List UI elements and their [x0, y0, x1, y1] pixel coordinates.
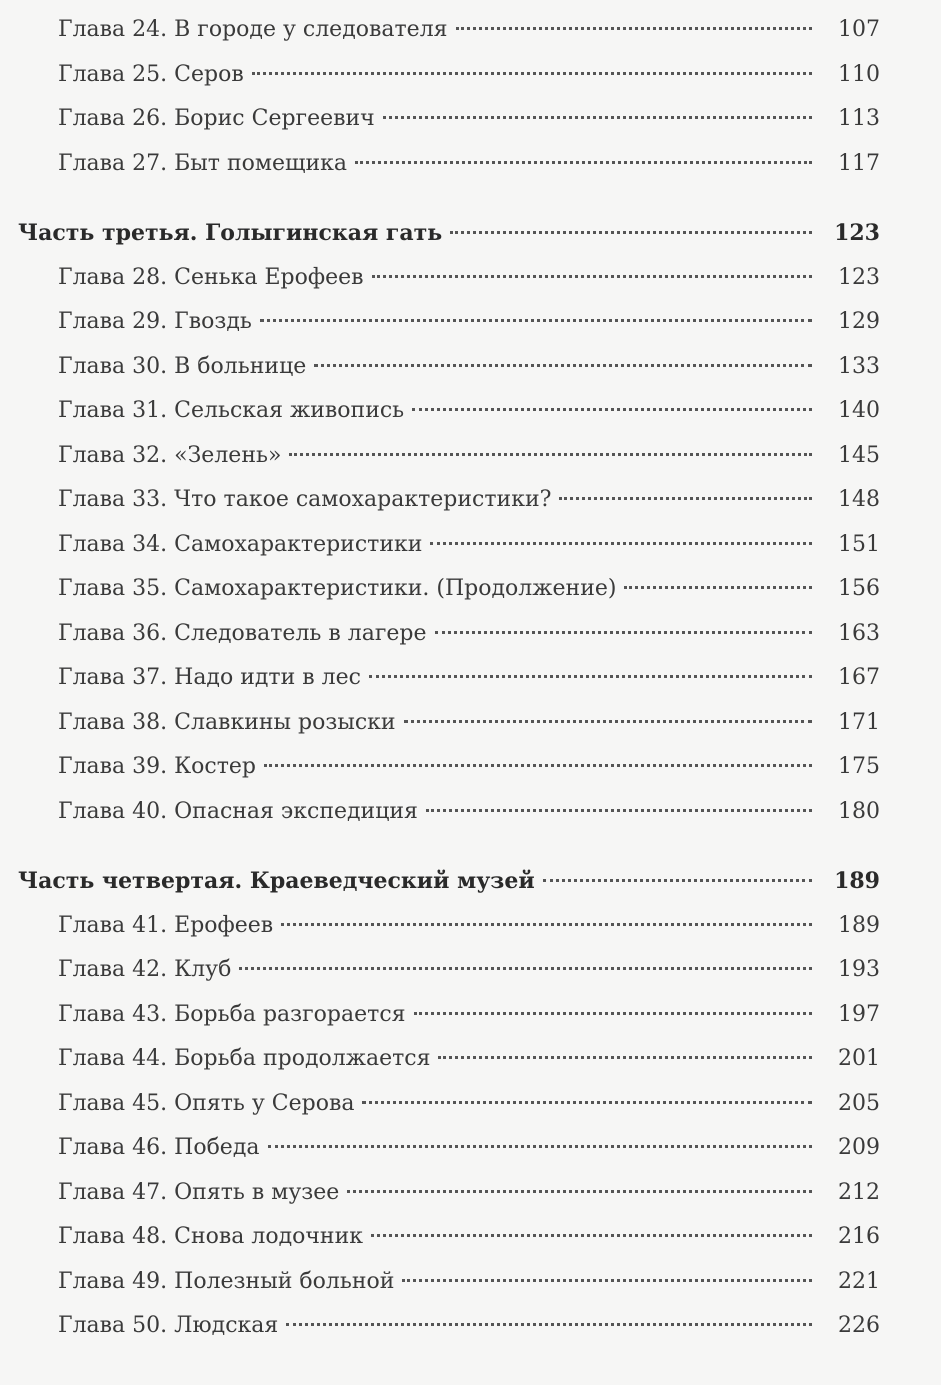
- chapter-entry-title: Глава 26. Борис Сергеевич: [58, 106, 375, 131]
- chapter-entry: [18, 1082, 880, 1127]
- chapter-entry-title: Глава 44. Борьба продолжается: [58, 1046, 431, 1071]
- part-heading-title: Часть третья. Голыгинская гать: [18, 220, 443, 246]
- chapter-entry-title: Глава 29. Гвоздь: [58, 309, 252, 334]
- dot-leader: [450, 231, 812, 234]
- chapter-entry: [18, 142, 880, 187]
- chapter-entry: [18, 1037, 880, 1082]
- chapter-entry-title: Глава 32. «Зелень»: [58, 442, 282, 468]
- chapter-entry-page-number: 201: [838, 1046, 880, 1071]
- dot-leader: [369, 675, 812, 678]
- dot-leader: [372, 275, 812, 278]
- part-heading-title: Часть четвертая. Краеведческий музей: [18, 868, 535, 894]
- chapter-entry-title: Глава 27. Быт помещика: [58, 150, 347, 176]
- dot-leader: [559, 497, 812, 500]
- dot-leader: [286, 1323, 812, 1326]
- chapter-entry-page-number: 193: [838, 957, 880, 982]
- dot-leader: [347, 1190, 812, 1193]
- dot-leader: [268, 1145, 813, 1148]
- chapter-entry: [18, 790, 880, 835]
- dot-leader: [414, 1012, 812, 1015]
- dot-leader: [456, 27, 812, 30]
- chapter-entry: [18, 478, 880, 523]
- chapter-entry-title: Глава 46. Победа: [58, 1135, 260, 1160]
- chapter-entry-title: Глава 34. Самохарактеристики: [58, 531, 423, 557]
- dot-leader: [289, 453, 812, 456]
- chapter-entry-title: Глава 35. Самохарактеристики. (Продолжение): [58, 576, 617, 601]
- chapter-entry: [18, 612, 880, 657]
- chapter-entry-page-number: 205: [838, 1090, 880, 1116]
- part-heading: [18, 859, 880, 904]
- part-heading-page-number: 189: [834, 868, 880, 894]
- chapter-entry-title: Глава 41. Ерофеев: [58, 912, 274, 938]
- chapter-entry-title: Глава 50. Людская: [58, 1313, 279, 1338]
- chapter-entry-title: Глава 49. Полезный больной: [58, 1268, 395, 1294]
- chapter-entry-title: Глава 47. Опять в музее: [58, 1179, 340, 1205]
- chapter-entry: [18, 993, 880, 1038]
- dot-leader: [252, 72, 812, 75]
- chapter-entry: [18, 53, 880, 98]
- dot-leader: [430, 542, 812, 545]
- chapter-entry-page-number: 151: [838, 531, 880, 557]
- chapter-entry: [18, 256, 880, 301]
- chapter-entry: [18, 567, 880, 612]
- chapter-entry-title: Глава 37. Надо идти в лес: [58, 665, 361, 690]
- chapter-entry-title: Глава 42. Клуб: [58, 957, 232, 982]
- chapter-entry-page-number: 140: [838, 398, 880, 423]
- chapter-entry-title: Глава 36. Следователь в лагере: [58, 620, 427, 646]
- table-of-contents: [18, 8, 880, 1349]
- chapter-entry-page-number: 226: [838, 1313, 880, 1338]
- dot-leader: [426, 809, 812, 812]
- chapter-entry-page-number: 167: [838, 665, 880, 690]
- chapter-entry-title: Глава 24. В городе у следователя: [58, 17, 448, 42]
- chapter-entry-page-number: 113: [838, 106, 880, 131]
- chapter-entry: [18, 300, 880, 345]
- chapter-entry: [18, 1126, 880, 1171]
- chapter-entry-title: Глава 48. Снова лодочник: [58, 1224, 364, 1249]
- chapter-entry: [18, 345, 880, 390]
- chapter-entry-page-number: 148: [838, 487, 880, 512]
- dot-leader: [260, 319, 812, 322]
- chapter-entry-title: Глава 30. В больнице: [58, 353, 307, 379]
- chapter-entry-page-number: 180: [838, 798, 880, 824]
- chapter-entry: [18, 701, 880, 746]
- dot-leader: [383, 116, 812, 119]
- chapter-entry-title: Глава 25. Серов: [58, 61, 244, 87]
- chapter-entry: [18, 389, 880, 434]
- chapter-entry-page-number: 209: [838, 1135, 880, 1160]
- dot-leader: [362, 1101, 812, 1104]
- dot-leader: [239, 967, 812, 970]
- chapter-entry-page-number: 110: [838, 61, 880, 87]
- chapter-entry-page-number: 197: [838, 1001, 880, 1027]
- chapter-entry: [18, 8, 880, 53]
- chapter-entry-page-number: 117: [838, 150, 880, 176]
- chapter-entry-page-number: 163: [838, 620, 880, 646]
- dot-leader: [281, 923, 812, 926]
- chapter-entry-title: Глава 40. Опасная экспедиция: [58, 798, 418, 824]
- chapter-entry: [18, 656, 880, 701]
- part-heading: [18, 211, 880, 256]
- dot-leader: [264, 764, 812, 767]
- chapter-entry: [18, 948, 880, 993]
- section-gap: [18, 186, 880, 211]
- chapter-entry-title: Глава 33. Что такое самохарактеристики?: [58, 487, 552, 512]
- chapter-entry-page-number: 123: [838, 264, 880, 290]
- chapter-entry-page-number: 189: [838, 912, 880, 938]
- chapter-entry-page-number: 133: [838, 353, 880, 379]
- chapter-entry: [18, 97, 880, 142]
- dot-leader: [412, 408, 812, 411]
- chapter-entry-page-number: 216: [838, 1224, 880, 1249]
- chapter-entry-title: Глава 38. Славкины розыски: [58, 709, 396, 735]
- chapter-entry: [18, 1304, 880, 1349]
- chapter-entry: [18, 1215, 880, 1260]
- chapter-entry-title: Глава 31. Сельская живопись: [58, 398, 405, 423]
- chapter-entry: [18, 1260, 880, 1305]
- part-heading-page-number: 123: [834, 220, 880, 246]
- chapter-entry-page-number: 175: [838, 754, 880, 779]
- chapter-entry: [18, 904, 880, 949]
- chapter-entry: [18, 434, 880, 479]
- dot-leader: [402, 1279, 812, 1282]
- chapter-entry-page-number: 145: [838, 442, 880, 468]
- dot-leader: [624, 586, 812, 589]
- chapter-entry-title: Глава 39. Костер: [58, 754, 256, 779]
- chapter-entry-title: Глава 28. Сенька Ерофеев: [58, 264, 364, 290]
- dot-leader: [543, 879, 812, 882]
- dot-leader: [314, 364, 812, 367]
- dot-leader: [435, 631, 812, 634]
- dot-leader: [371, 1234, 812, 1237]
- section-gap: [18, 834, 880, 859]
- chapter-entry: [18, 523, 880, 568]
- chapter-entry-page-number: 221: [838, 1268, 880, 1294]
- chapter-entry: [18, 745, 880, 790]
- chapter-entry-page-number: 212: [838, 1179, 880, 1205]
- chapter-entry-page-number: 129: [838, 309, 880, 334]
- dot-leader: [404, 720, 812, 723]
- chapter-entry: [18, 1171, 880, 1216]
- chapter-entry-title: Глава 43. Борьба разгорается: [58, 1001, 406, 1027]
- dot-leader: [355, 161, 812, 164]
- dot-leader: [438, 1056, 812, 1059]
- chapter-entry-page-number: 156: [838, 576, 880, 601]
- chapter-entry-page-number: 171: [838, 709, 880, 735]
- chapter-entry-page-number: 107: [838, 17, 880, 42]
- chapter-entry-title: Глава 45. Опять у Серова: [58, 1090, 355, 1116]
